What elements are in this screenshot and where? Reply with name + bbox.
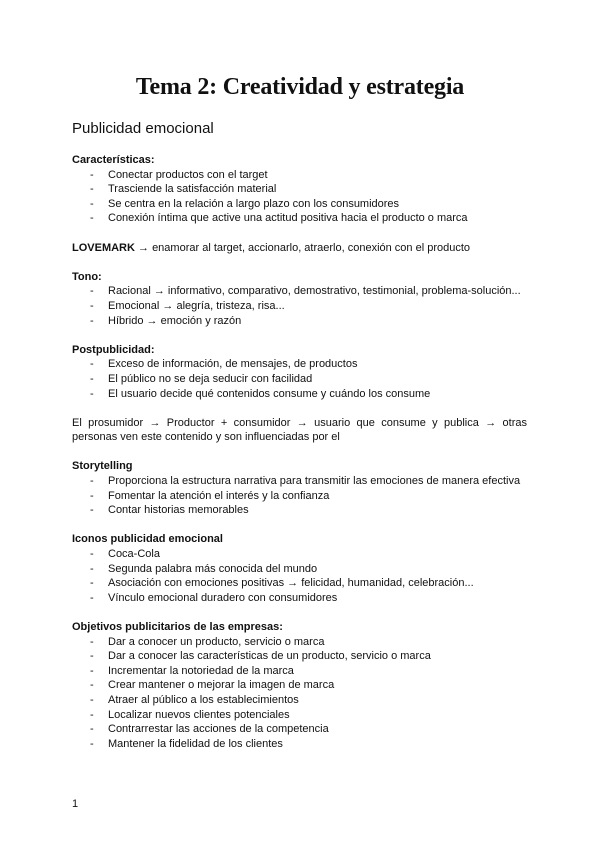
list-item: - Trasciende la satisfacción material (72, 182, 527, 197)
lovemark-line (72, 241, 527, 256)
objetivos-section (72, 620, 527, 751)
list-item: - Dar a conocer un producto, servicio o marca (72, 635, 527, 650)
page-number: 1 (72, 798, 79, 810)
list-item: - Contar historias memorables (72, 503, 527, 518)
postpublicidad-list (72, 357, 527, 401)
list-item: - Exceso de información, de mensajes, de productos (72, 357, 527, 372)
caracteristicas-heading: Características: (72, 154, 155, 166)
iconos-section (72, 532, 527, 605)
list-item: - El público no se deja seducir con facilidad (72, 372, 527, 387)
list-item: - Conexión íntima que active una actitud positiva hacia el producto o marca (72, 211, 527, 226)
list-item: - Se centra en la relación a largo plazo con los consumidores (72, 197, 527, 212)
page-title: Tema 2: Creatividad y estrategia (135, 74, 465, 100)
list-item: - Emocional → alegría, tristeza, risa... (72, 299, 527, 314)
list-item: - Contrarrestar las acciones de la competencia (72, 722, 527, 737)
tono-list (72, 284, 527, 328)
prosumidor-paragraph: El prosumidor → Productor + consumidor → usuario que consume y publica → otras personas ven este contenido y son influenciadas por el (72, 416, 527, 444)
lovemark-term: LOVEMARK (72, 241, 135, 254)
list-item: - Segunda palabra más conocida del mundo (72, 562, 527, 577)
list-item: - Racional → informativo, comparativo, demostrativo, testimonial, problema-solución... (72, 284, 527, 299)
iconos-heading: Iconos publicidad emocional (72, 533, 223, 546)
list-item: - El usuario decide qué contenidos consume y cuándo los consume (72, 387, 527, 402)
objetivos-heading: Objetivos publicitarios de las empresas: (72, 621, 283, 633)
list-item: - Localizar nuevos clientes potenciales (72, 708, 527, 723)
list-item: - Atraer al público a los establecimientos (72, 693, 527, 708)
list-item: - Dar a conocer las características de un producto, servicio o marca (72, 649, 527, 664)
caracteristicas-list (72, 168, 527, 226)
list-item: - Coca-Cola (72, 547, 527, 562)
lovemark-text: → enamorar al target, accionarlo, atraerlo, conexión con el producto (134, 241, 471, 254)
iconos-list (72, 547, 527, 605)
storytelling-heading: Storytelling (72, 460, 133, 473)
postpublicidad-section (72, 343, 527, 401)
list-item: - Mantener la fidelidad de los clientes (72, 737, 527, 752)
document-body (72, 153, 527, 766)
list-item: - Incrementar la notoriedad de la marca (72, 664, 527, 679)
storytelling-list (72, 474, 527, 518)
list-item: - Vínculo emocional duradero con consumidores (72, 591, 527, 606)
section-subtitle: Publicidad emocional (72, 120, 214, 137)
caracteristicas-section (72, 153, 527, 226)
list-item: - Conectar productos con el target (72, 168, 527, 183)
list-item: - Crear mantener o mejorar la imagen de marca (72, 678, 527, 693)
postpublicidad-heading: Postpublicidad: (72, 343, 155, 356)
list-item: - Asociación con emociones positivas → felicidad, humanidad, celebración... (72, 576, 527, 591)
tono-heading: Tono: (72, 270, 102, 283)
tono-section (72, 270, 527, 328)
storytelling-section (72, 459, 527, 517)
objetivos-list (72, 635, 527, 752)
list-item: - Fomentar la atención el interés y la confianza (72, 489, 527, 504)
list-item: - Proporciona la estructura narrativa para transmitir las emociones de manera efectiva (72, 474, 527, 489)
list-item: - Híbrido → emoción y razón (72, 314, 527, 329)
